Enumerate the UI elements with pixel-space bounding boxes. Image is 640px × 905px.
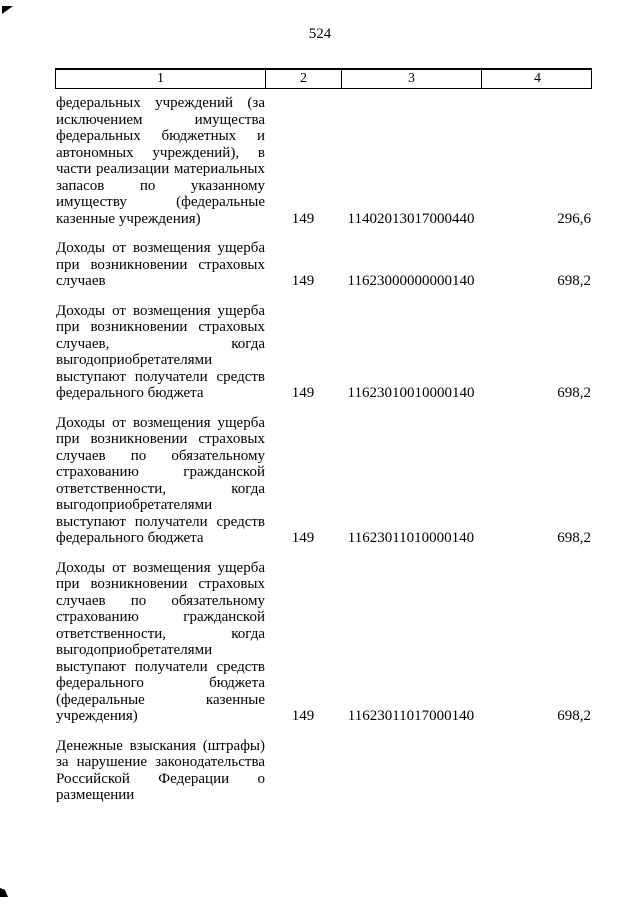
page-number: 524: [308, 26, 332, 42]
classification-cell: 11623010010000140: [347, 385, 475, 401]
code-cell: 149: [291, 530, 315, 546]
amount-cell: 698,2: [557, 708, 591, 724]
description-cell: федеральных учреждений (за исключением имущества федеральных бюджетных и автономных учреждений), в части реализации материальных запасов по указанному имуществу (федеральные казенные учреждения): [56, 95, 265, 227]
header-cell-2: 2: [266, 70, 342, 88]
header-cell-3: 3: [342, 70, 482, 88]
scan-artifact-bottom-left: [0, 888, 8, 897]
amount-cell: 698,2: [557, 273, 591, 289]
amount-cell: 698,2: [557, 530, 591, 546]
classification-cell: 11623000000000140: [347, 273, 475, 289]
table-row: [55, 738, 592, 804]
table-row: [55, 95, 592, 227]
description-cell: Денежные взыскания (штрафы) за нарушение законодательства Российской Федерации о размещении: [56, 737, 265, 803]
classification-cell: 11623011010000140: [347, 530, 475, 546]
table-row: [55, 303, 592, 402]
description-cell: Доходы от возмещения ущерба при возникновении страховых случаев по обязательному страхованию гражданской ответственности, когда выгодоприобретателями выступают получатели средств федерального бюджета: [56, 414, 265, 546]
description-cell: Доходы от возмещения ущерба при возникновении страховых случаев, когда выгодоприобретателями выступают получатели средств федерального бюджета: [56, 302, 265, 401]
code-cell: 149: [291, 210, 315, 227]
amount-cell: 698,2: [557, 385, 591, 401]
table-row: [55, 560, 592, 725]
table-header: [55, 68, 592, 89]
description-cell: Доходы от возмещения ущерба при возникновении страховых случаев: [56, 240, 265, 289]
classification-cell: 11623011017000140: [347, 708, 475, 724]
header-cell-4: 4: [534, 71, 541, 86]
table-row: [55, 240, 592, 290]
table-row: [55, 415, 592, 547]
code-cell: 149: [291, 708, 315, 724]
description-cell: Доходы от возмещения ущерба при возникновении страховых случаев по обязательному страхованию гражданской ответственности, когда выгодоприобретателями выступают получатели средств федерального бюджета (федеральные казенные учреждения): [56, 559, 265, 724]
amount-cell: 296,6: [557, 210, 591, 227]
budget-table: [55, 68, 592, 817]
code-cell: 149: [291, 273, 315, 289]
header-cell-1: 1: [56, 70, 266, 88]
table-body: [55, 95, 592, 804]
code-cell: 149: [291, 385, 315, 401]
classification-cell: 11402013017000440: [347, 210, 475, 227]
scan-artifact-top-left: [2, 6, 13, 14]
